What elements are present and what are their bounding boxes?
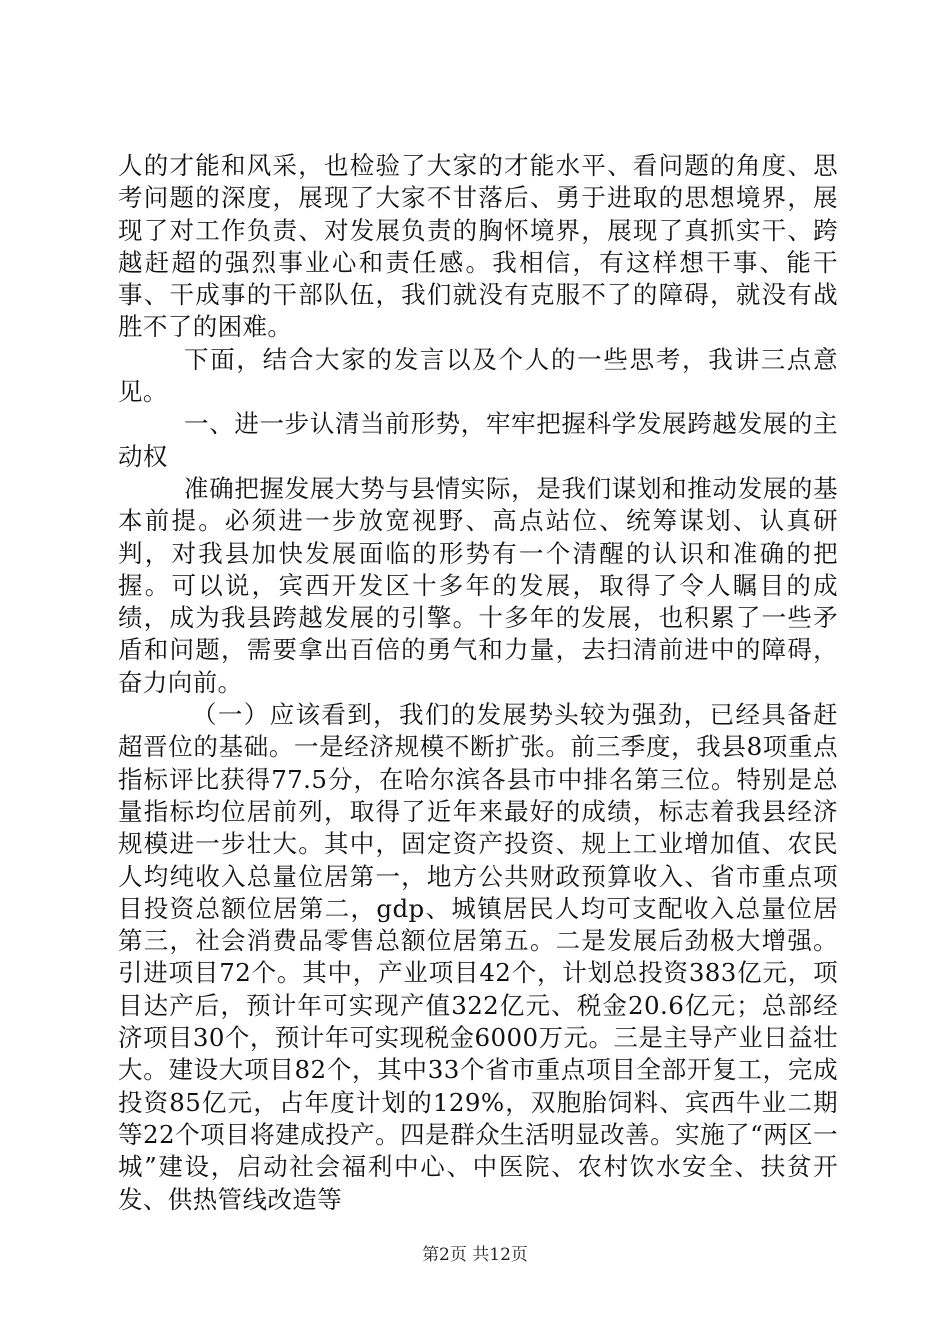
page-number-footer: 第2页 共12页: [422, 1245, 528, 1265]
paragraph-situation: 准确把握发展大势与县情实际，是我们谋划和推动发展的基本前提。必须进一步放宽视野、高点站位、统筹谋划、认真研判，对我县加快发展面临的形势有一个清醒的认识和准确的把握。可以说，宾西开发区十多年的发展，取得了令人瞩目的成绩，成为我县跨越发展的引擎。十多年的发展，也积累了一些矛盾和问题，需要拿出百倍的勇气和力量，去扫清前进中的障碍，奋力向前。: [118, 473, 838, 697]
document-body: [118, 150, 838, 1216]
paragraph-continuation: 人的才能和风采，也检验了大家的才能水平、看问题的角度、思考问题的深度，展现了大家不甘落后、勇于进取的思想境界，展现了对工作负责、对发展负责的胸怀境界，展现了真抓实干、跨越赶超的强烈事业心和责任感。我相信，有这样想干事、能干事、干成事的干部队伍，我们就没有克服不了的障碍，就没有战胜不了的困难。: [118, 151, 838, 342]
section-heading: 一、进一步认清当前形势，牢牢把握科学发展跨越发展的主动权: [118, 409, 838, 471]
paragraph-subsection-one: （一）应该看到，我们的发展势头较为强劲，已经具备赶超晋位的基础。一是经济规模不断扩张。前三季度，我县8项重点指标评比获得77.5分，在哈尔滨各县市中排名第三位。特别是总量指标均位居前列，取得了近年来最好的成绩，标志着我县经济规模进一步壮大。其中，固定资产投资、规上工业增加值、农民人均纯收入总量位居第一，地方公共财政预算收入、省市重点项目投资总额位居第二，gdp、城镇居民人均可支配收入总量位居第三，社会消费品零售总额位居第五。二是发展后劲极大增强。引进项目72个。其中，产业项目42个，计划总投资383亿元，项目达产后，预计年可实现产值322亿元、税金20.6亿元；总部经济项目30个，预计年可实现税金6000万元。三是主导产业日益壮大。建设大项目82个，其中33个省市重点项目全部开复工，完成投资85亿元，占年度计划的129%，双胞胎饲料、宾西牛业二期等22个项目将建成投产。四是群众生活明显改善。实施了“两区一城”建设，启动社会福利中心、中医院、农村饮水安全、扶贫开发、供热管线改造等: [118, 700, 838, 1214]
paragraph-intro: 下面，结合大家的发言以及个人的一些思考，我讲三点意见。: [118, 344, 838, 407]
